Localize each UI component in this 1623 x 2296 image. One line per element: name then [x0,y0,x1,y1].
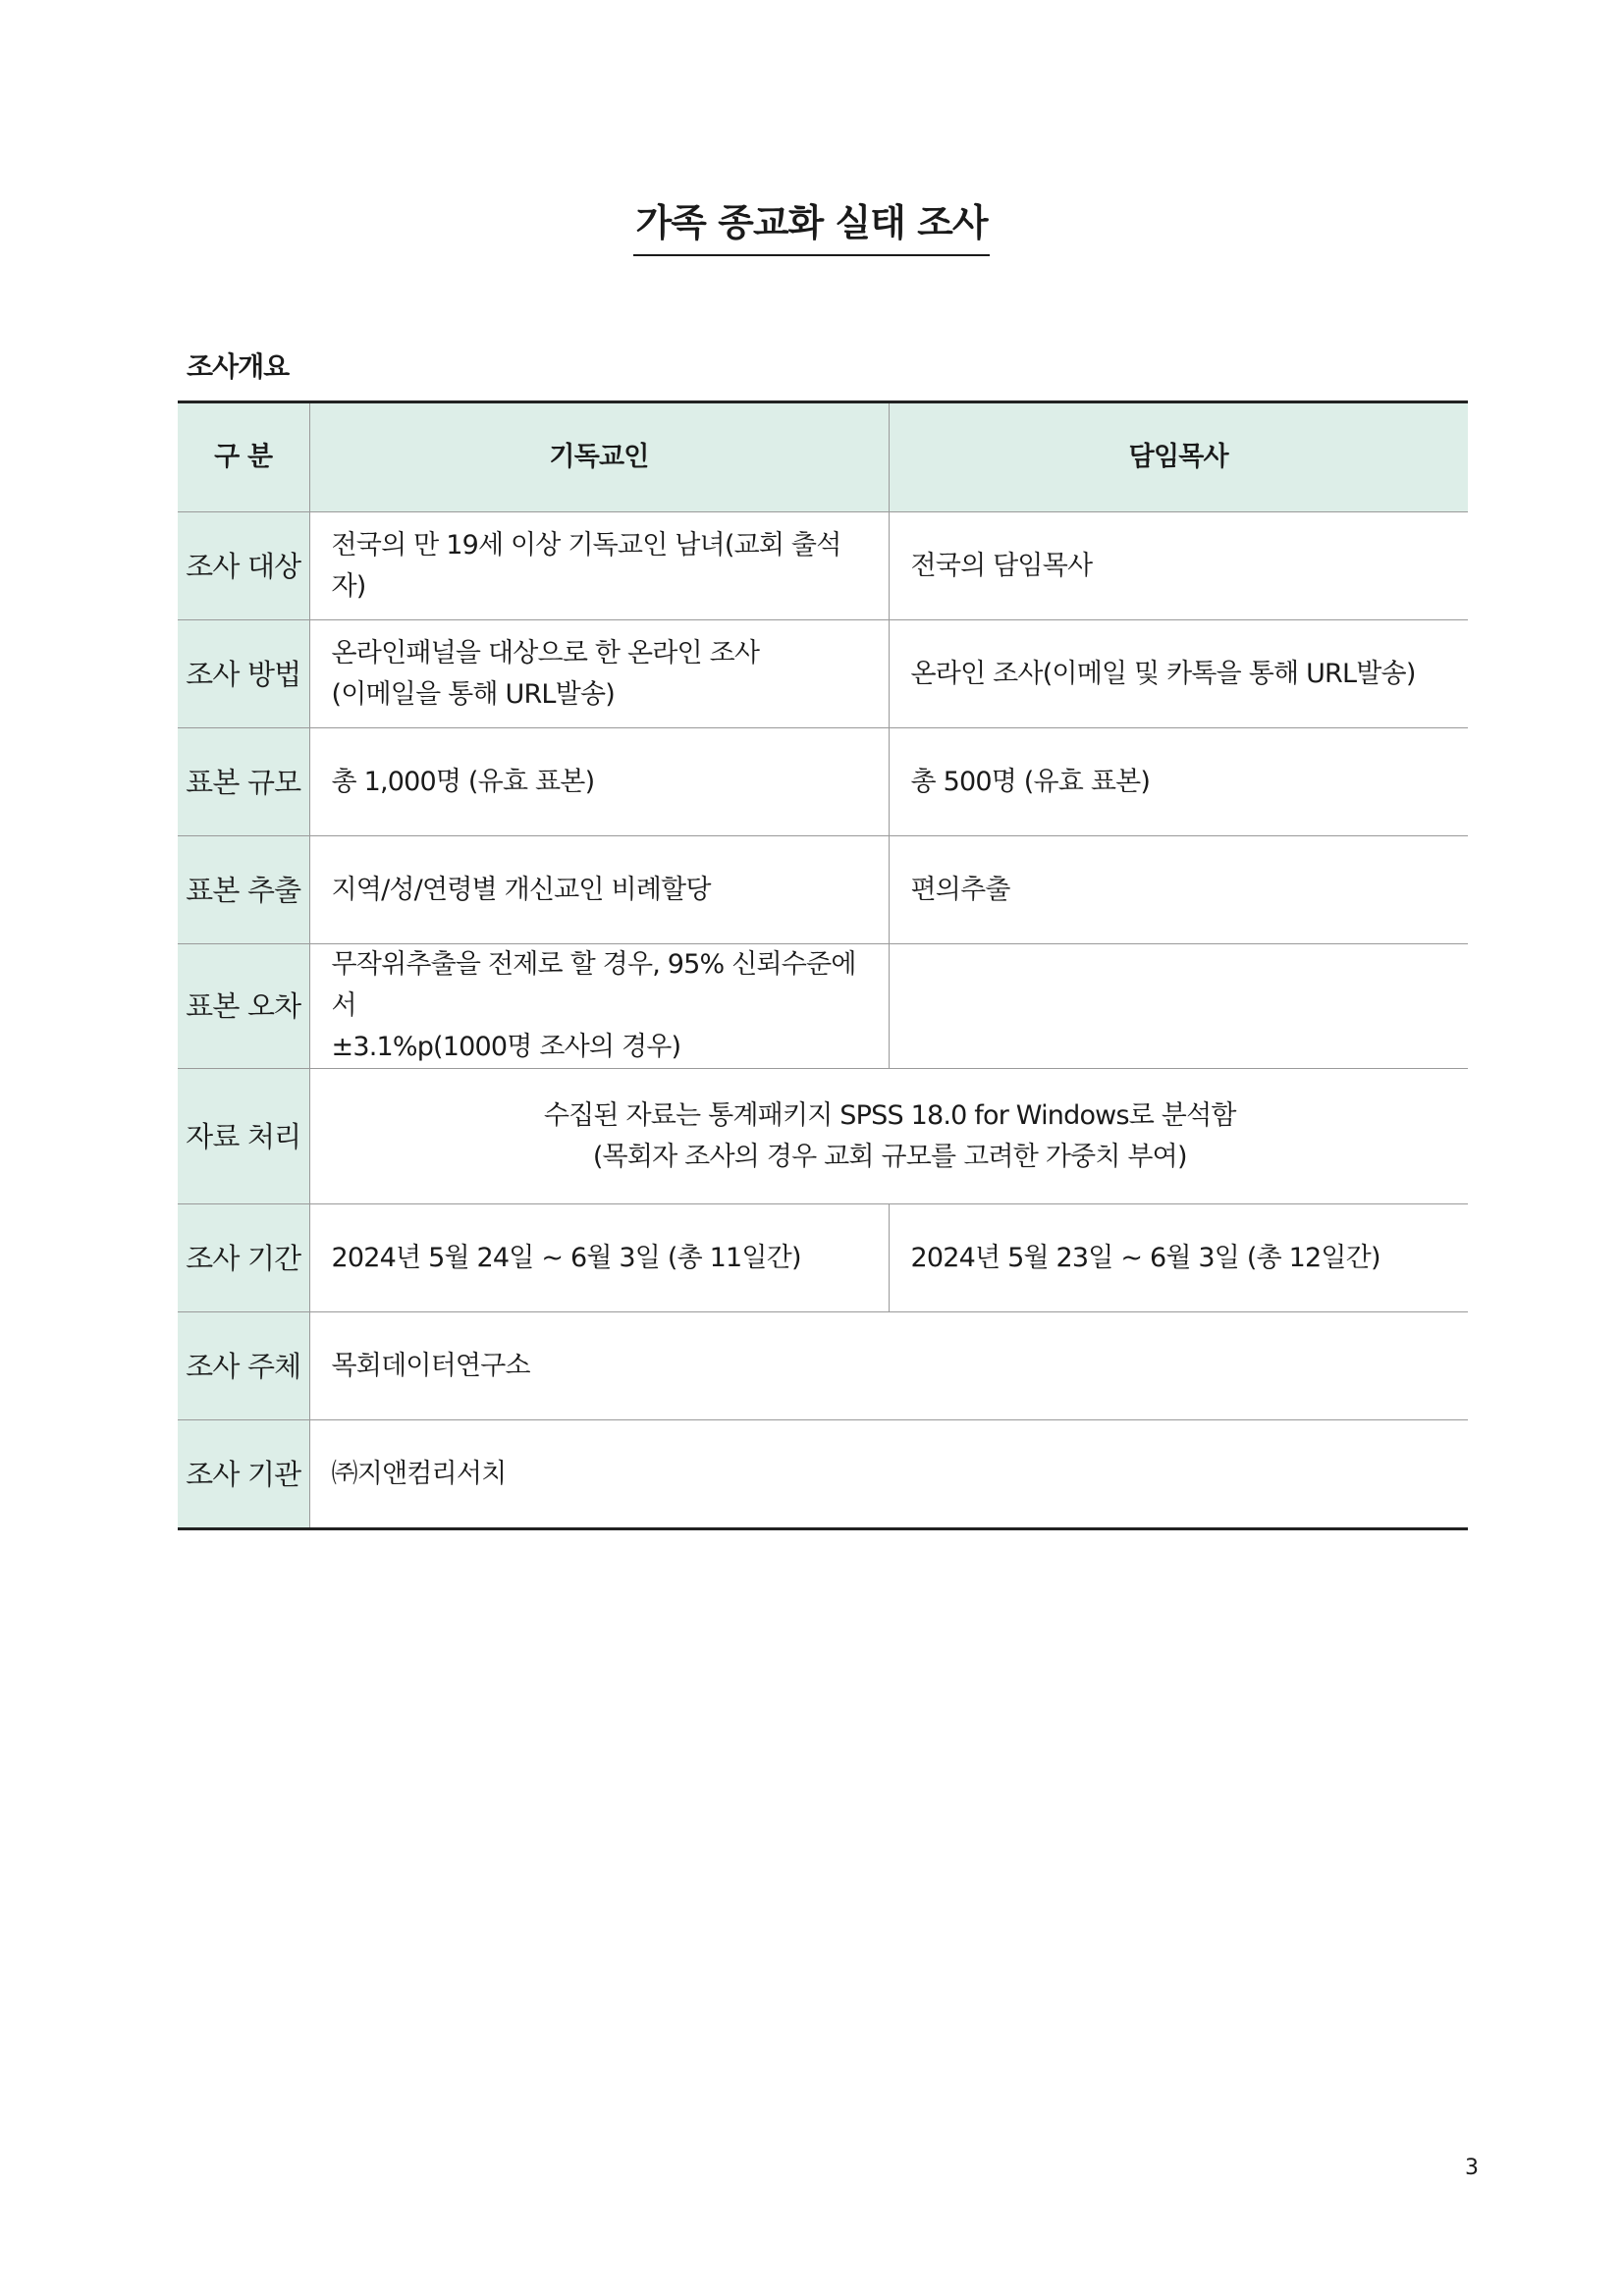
row-label: 조사 방법 [178,620,309,728]
cell-line: 온라인 조사(이메일 및 카톡을 통해 URL발송) [910,658,1416,689]
cell-merged [309,1420,1468,1529]
cell-line: 전국의 만 19세 이상 기독교인 남녀(교회 출석자) [331,529,841,602]
table-row [178,512,1468,620]
cell-pastors [889,836,1468,944]
table-row [178,620,1468,728]
table-header-row [178,402,1468,512]
survey-overview-table [178,400,1468,1530]
page-title-text: 가족 종교화 실태 조사 [633,192,989,256]
section-heading: 조사개요 [187,350,290,383]
header-christians: 기독교인 [309,402,889,512]
table-row [178,1312,1468,1420]
row-label: 조사 기간 [178,1204,309,1312]
cell-line: (목회자 조사의 경우 교회 규모를 고려한 가중치 부여) [592,1141,1187,1172]
cell-line: 온라인패널을 대상으로 한 온라인 조사 [331,637,760,668]
header-pastors: 담임목사 [889,402,1468,512]
cell-line: ㈜지앤컴리서치 [331,1458,507,1489]
page-number: 3 [1465,2156,1479,2180]
cell-line: 총 1,000명 (유효 표본) [331,766,595,797]
table-row [178,944,1468,1069]
table-row [178,1420,1468,1529]
cell-pastors [889,944,1468,1069]
table-row [178,1204,1468,1312]
table-row [178,728,1468,836]
row-label: 조사 기관 [178,1420,309,1529]
row-label: 표본 추출 [178,836,309,944]
cell-christians [309,944,889,1069]
cell-pastors [889,512,1468,620]
header-category: 구 분 [178,402,309,512]
row-label: 자료 처리 [178,1069,309,1204]
cell-christians [309,1204,889,1312]
cell-line: 2024년 5월 23일 ~ 6월 3일 (총 12일간) [910,1242,1380,1273]
cell-line: 전국의 담임목사 [910,550,1093,581]
table-row [178,1069,1468,1204]
cell-merged [309,1069,1468,1204]
cell-christians [309,728,889,836]
row-label: 조사 대상 [178,512,309,620]
cell-line: 무작위추출을 전제로 할 경우, 95% 신뢰수준에서 [331,949,856,1021]
cell-line: 목회데이터연구소 [331,1350,530,1381]
row-label: 조사 주체 [178,1312,309,1420]
cell-line: 총 500명 (유효 표본) [910,766,1151,797]
cell-line: 2024년 5월 24일 ~ 6월 3일 (총 11일간) [331,1242,801,1273]
page-title [0,192,1623,256]
cell-line: 편의추출 [910,874,1010,905]
cell-line: (이메일을 통해 URL발송) [331,678,615,710]
cell-line: ±3.1%p(1000명 조사의 경우) [331,1032,681,1062]
table-row [178,836,1468,944]
cell-christians [309,620,889,728]
cell-pastors [889,1204,1468,1312]
cell-christians [309,512,889,620]
cell-christians [309,836,889,944]
cell-line: 지역/성/연령별 개신교인 비례할당 [331,874,711,905]
row-label: 표본 오차 [178,944,309,1069]
row-label: 표본 규모 [178,728,309,836]
cell-pastors [889,620,1468,728]
cell-line: 수집된 자료는 통계패키지 SPSS 18.0 for Windows로 분석함 [543,1099,1236,1131]
cell-merged [309,1312,1468,1420]
cell-pastors [889,728,1468,836]
